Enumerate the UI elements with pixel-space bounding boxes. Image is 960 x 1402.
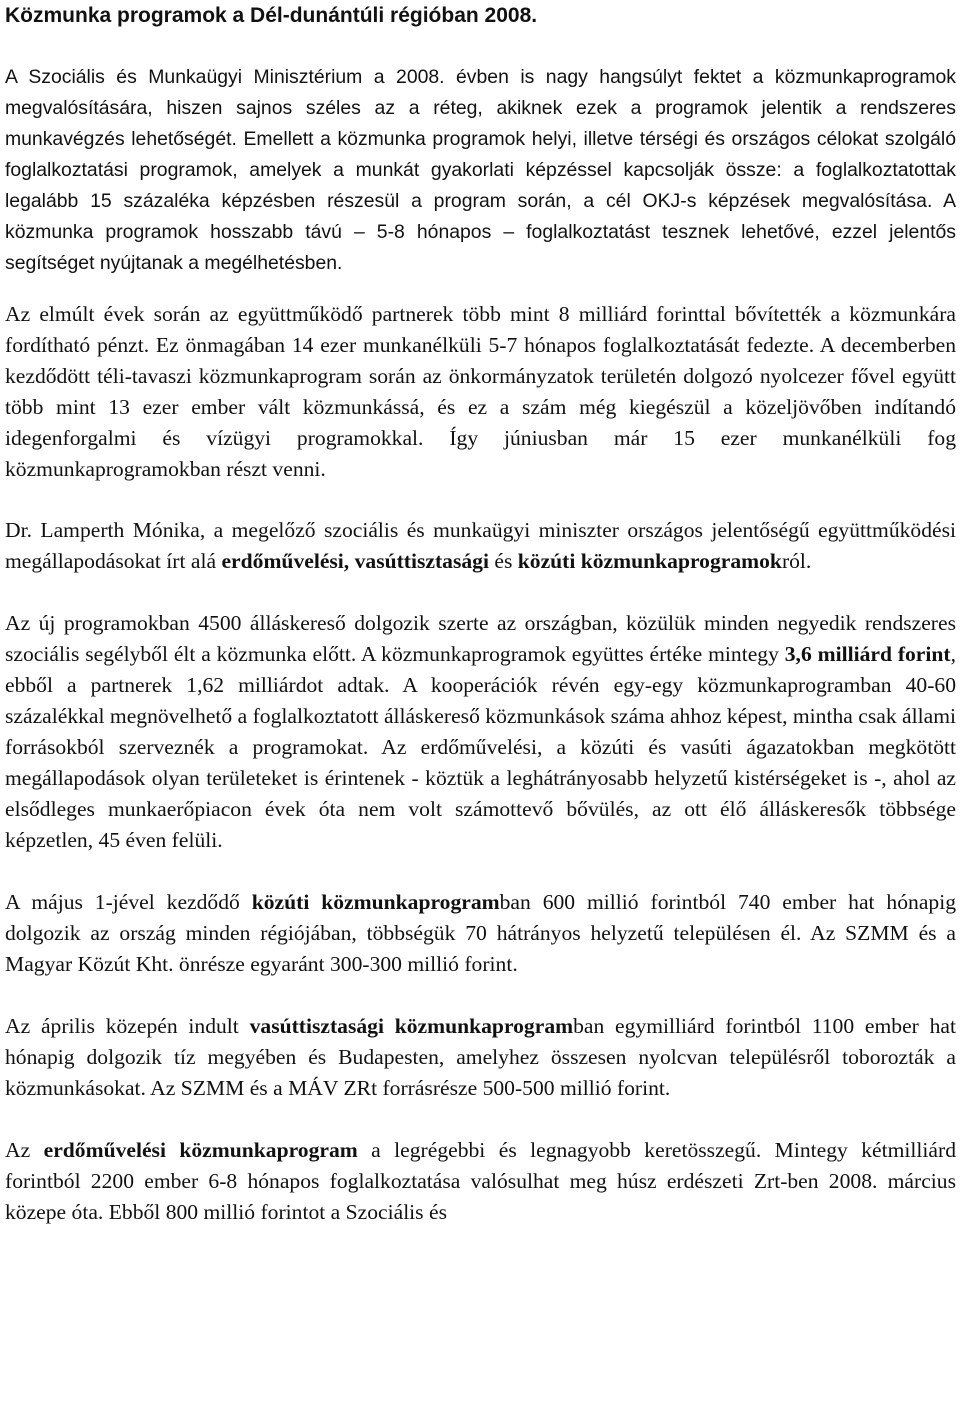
text-run: , ebből a partnerek 1,62 milliárdot adtak. A kooperációk révén egy-egy közmunkaprogramban 40-60 százalékkal megnövelhető a foglalkoztatott álláskereső közmunkások száma ahhoz képest, mintha csak állami forrásokból szerveznék a programokat. Az erdőművelési, a közúti és vasúti ágazatokban megkötött megállapodások olyan területeket is érintenek - köztük a leghátrányosabb helyzetű kistérségeket is -, ahol az elsődleges munkaerőpiacon évek óta nem volt számottevő bővülés, az ott élő álláskeresők többsége képzetlen, 45 éven felüli.: [5, 642, 956, 852]
text-run: Az: [5, 1138, 44, 1162]
bold-run: erdőművelési, vasúttisztasági: [221, 549, 489, 573]
bold-run: közúti közmunkaprogram: [251, 890, 500, 914]
text-run: a legrégebbi és legnagyobb keretösszegű. Mintegy kétmilliárd forintból 2200 ember 6-8 hónapos foglalkoztatása valósulhat meg húsz erdészeti Zrt-ben 2008. március közepe óta. Ebből 800 millió forintot a Szociális és: [5, 1138, 956, 1224]
bold-run: erdőművelési közmunkaprogram: [43, 1138, 358, 1162]
bold-run: közúti közmunkaprogramok: [517, 549, 782, 573]
text-run: Az új programokban 4500 álláskereső dolgozik szerte az országban, közülük minden negyedik rendszeres szociális segélyből élt a közmunka előtt. A közmunkaprogramok együttes értéke mintegy: [5, 611, 956, 666]
document-title: Közmunka programok a Dél-dunántúli régióban 2008.: [5, 4, 538, 27]
paragraph-rail-program: [5, 1011, 956, 1104]
text-run: Az április közepén indult: [5, 1014, 250, 1038]
document-page: [5, 0, 956, 1228]
text-run: ról.: [781, 549, 812, 573]
paragraph-forestry-program: [5, 1135, 956, 1228]
text-run: ban 600 millió forintból 740 ember hat hónapig dolgozik az ország minden régiójában, többségük 70 hátrányos helyzetű településen él. Az SZMM és a Magyar Közút Kht. önrésze egyaránt 300-300 millió forint.: [5, 890, 956, 976]
paragraph-partners: Az elmúlt évek során az együttműködő partnerek több mint 8 milliárd forinttal bővítették a közmunkára fordítható pénzt. Ez önmagában 14 ezer munkanélküli 5-7 hónapos foglalkoztatását fedezte. A decemberben kezdődött téli-tavaszi közmunkaprogram során az önkormányzatok területén dolgozó nyolcezer fővel együtt több mint 13 ezer ember vált közmunkássá, és ez a szám még kiegészül a közeljövőben indítandó idegenforgalmi és vízügyi programokkal. Így júniusban már 15 ezer munkanélküli fog közmunkaprogramokban részt venni.: [5, 302, 956, 481]
bold-run: 3,6 milliárd forint: [784, 642, 951, 666]
paragraph-agreements: [5, 515, 956, 577]
bold-run: vasúttisztasági közmunkaprogram: [249, 1014, 574, 1038]
text-run: és: [488, 549, 518, 573]
paragraph-road-program: [5, 887, 956, 980]
text-run: ban egymilliárd forintból 1100 ember hat hónapig dolgozik tíz megyében és Budapesten, amelyhez összesen nyolcvan településről toborozták a közmunkásokat. Az SZMM és a MÁV ZRt forrásrésze 500-500 millió forint.: [5, 1014, 956, 1100]
paragraph-intro: A Szociális és Munkaügyi Minisztérium a 2008. évben is nagy hangsúlyt fektet a közmunkaprogramok megvalósítására, hiszen sajnos széles az a réteg, akiknek ezek a programok jelentik a rendszeres munkavégzés lehetőségét. Emellett a közmunka programok helyi, illetve térségi és országos célokat szolgáló foglalkoztatási programok, amelyek a munkát gyakorlati képzéssel kapcsolják össze: a foglalkoztatottak legalább 15 százaléka képzésben részesül a program során, a cél OKJ-s képzések megvalósítása. A közmunka programok hosszabb távú – 5-8 hónapos – foglalkoztatást tesznek lehetővé, ezzel jelentős segítséget nyújtanak a megélhetésben.: [5, 66, 956, 274]
paragraph-new-programs: [5, 608, 956, 856]
text-run: A május 1-jével kezdődő: [5, 890, 252, 914]
text-run: Dr. Lamperth Mónika, a megelőző szociális és munkaügyi miniszter országos jelentőségű együttműködési megállapodásokat írt alá: [5, 518, 956, 573]
